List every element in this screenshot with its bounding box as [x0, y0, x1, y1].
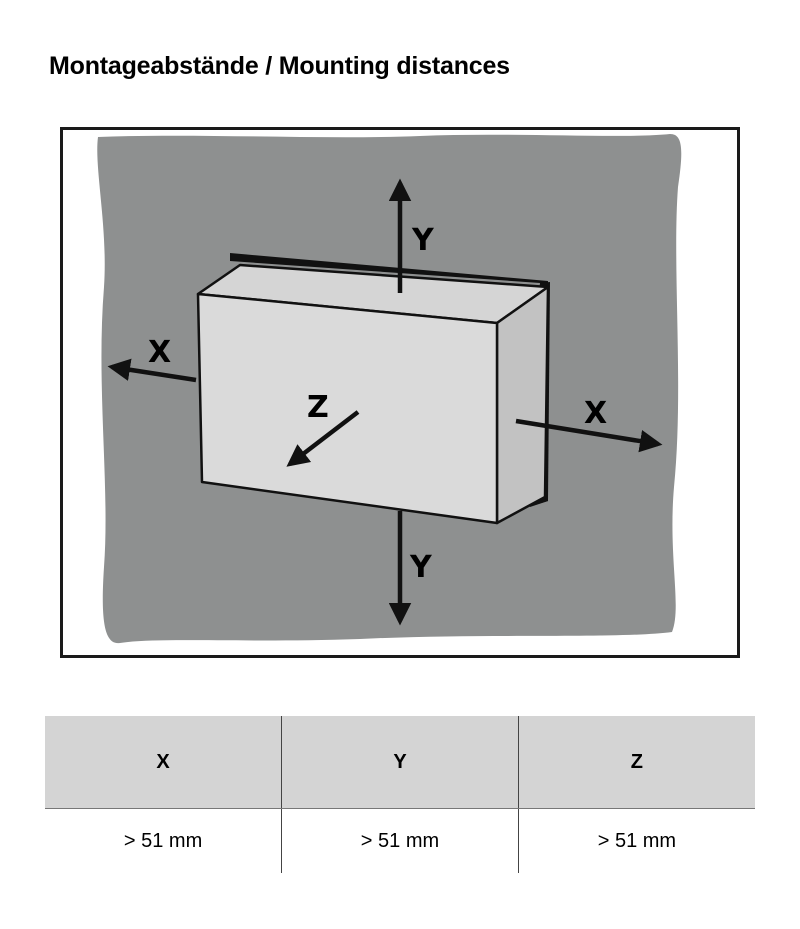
header-y: Y — [282, 716, 519, 809]
device-front-face — [198, 294, 497, 523]
table-row — [45, 809, 755, 874]
axis-label-y-top: Y — [412, 223, 434, 258]
device-side-face — [497, 287, 548, 523]
value-y: > 51 mm — [282, 809, 519, 874]
mounting-distance-diagram — [60, 127, 740, 658]
axis-label-z: Z — [307, 390, 329, 425]
header-x: X — [45, 716, 282, 809]
header-z: Z — [518, 716, 755, 809]
axis-label-y-bottom: Y — [410, 550, 432, 585]
axis-label-x-right: X — [584, 396, 608, 431]
table-header-row — [45, 716, 755, 809]
value-z: > 51 mm — [518, 809, 755, 874]
value-x: > 51 mm — [123, 829, 203, 852]
page-title: Montageabstände / Mounting distances — [49, 52, 510, 80]
axis-label-x-left: X — [148, 335, 172, 370]
mounting-distances-table — [45, 716, 755, 873]
